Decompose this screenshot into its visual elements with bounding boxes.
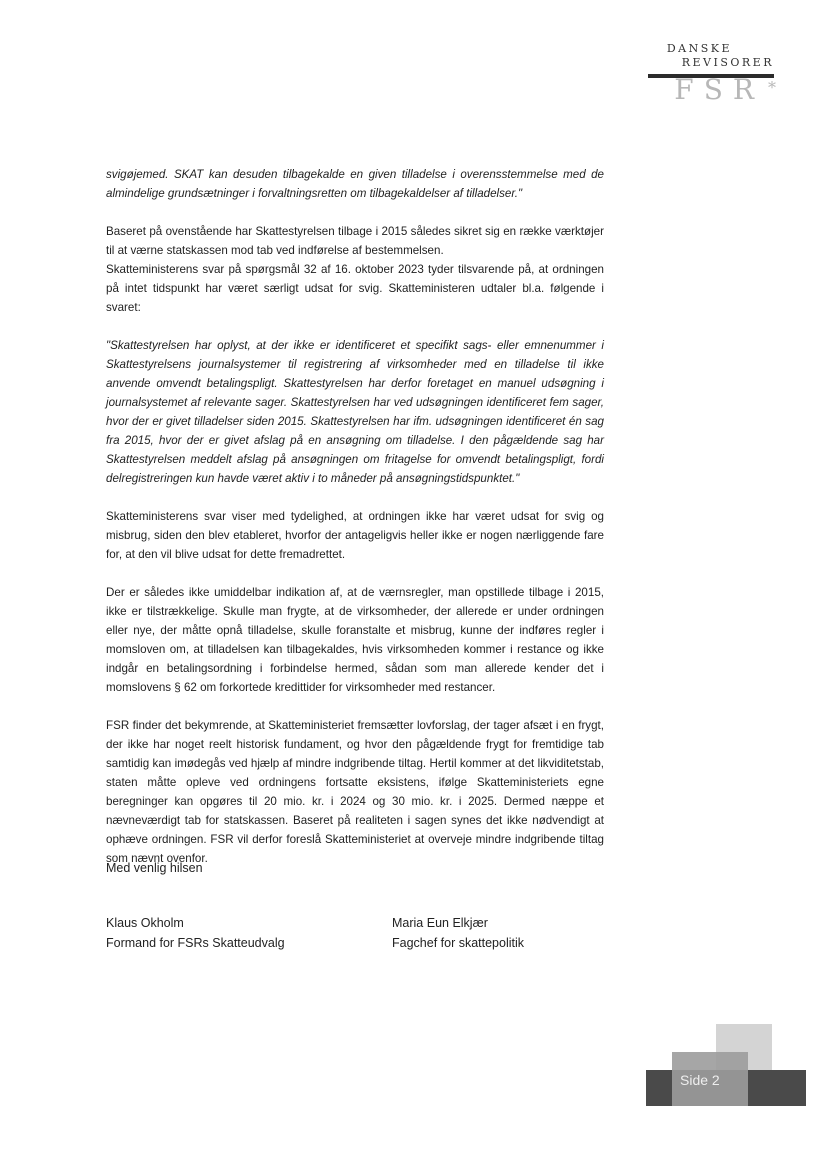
logo-fsr-mark: FSR	[674, 73, 764, 106]
page-number: Side 2	[680, 1072, 720, 1088]
logo-text-revisorer: REVISORER	[681, 56, 774, 69]
closing-greeting: Med venlig hilsen	[106, 861, 203, 875]
paragraph-1: svigøjemed. SKAT kan desuden tilbagekalde en given tilladelse i overensstemmelse med de almindelige grundsætninger i forvaltningsretten om tilbagekaldelser af tilladelser."	[106, 168, 604, 200]
fsr-logo	[640, 42, 780, 112]
quote-paragraph: "Skattestyrelsen har oplyst, at der ikke er identificeret et specifikt sags- eller emnenummer i Skattestyrelsens journalsystemer til registrering af virksomheder med en tilladelse til ikke anvende omvendt betalingspligt. Skattestyrelsen har derfor foretaget en manuel udsøgning i journalsystemet af relevante sager. Skattestyrelsen har ved udsøgningen identificeret fem sager, hvor der er givet tilladelser siden 2015. Skattestyrelsen har ifm. udsøgningen identificeret én sag fra 2015, hvor der er givet afslag på en ansøgning om tilladelse. I den pågældende sag har Skattestyrelsen meddelt afslag på ansøgningen om fritagelse for omvendt betalingspligt, fordi delregistreringen kun havde været aktiv i to måneder på ansøgningstidspunktet."	[106, 339, 604, 485]
signer-name: Maria Eun Elkjær	[392, 916, 488, 930]
page-number-badge	[646, 1024, 806, 1106]
paragraph-5: Skatteministerens svar viser med tydelighed, at ordningen ikke har været udsat for svig og misbrug, siden den blev etableret, hvorfor der antageligvis heller ikke er nogen nærliggende fare for, at den vil blive udsat for dette fremadrettet.	[106, 510, 604, 561]
paragraph-2: Baseret på ovenstående har Skattestyrelsen tilbage i 2015 således sikret sig en række værktøjer til at værne statskassen mod tab ved indførelse af bestemmelsen.	[106, 225, 604, 257]
paragraph-3: Skatteministerens svar på spørgsmål 32 af 16. oktober 2023 tyder tilsvarende på, at ordningen på intet tidspunkt har været særligt udsat for svig. Skatteministeren udtaler bl.a. følgende i svaret:	[106, 263, 604, 314]
signature-left	[106, 913, 285, 953]
signer-title: Formand for FSRs Skatteudvalg	[106, 936, 285, 950]
signature-right	[392, 913, 524, 953]
logo-text-danske: DANSKE	[666, 42, 732, 55]
signer-name: Klaus Okholm	[106, 916, 184, 930]
paragraph-7: FSR finder det bekymrende, at Skatteministeriet fremsætter lovforslag, der tager afsæt i en frygt, der ikke har noget reelt historisk fundament, og hvor den pågældende frygt for fremtidige tab samtidig kan imødegås ved hjælp af mindre indgribende tiltag. Hertil kommer at det likviditetstab, staten måtte opleve ved ordningens fortsatte eksistens, ifølge Skatteministeriets egne beregninger kan opgøres til 20 mio. kr. i 2024 og 30 mio. kr. i 2025. Dermed næppe et nævneværdigt tab for statskassen. Baseret på realiteten i sagen synes det ikke nødvendigt at ophæve ordningen. FSR vil derfor foreslå Skatteministeriet at overveje mindre indgribende tiltag som nævnt ovenfor.	[106, 719, 604, 865]
signer-title: Fagchef for skattepolitik	[392, 936, 525, 950]
logo-star-icon: *	[768, 78, 776, 97]
paragraph-6: Der er således ikke umiddelbar indikation af, at de værnsregler, man opstillede tilbage i 2015, ikke er tilstrækkelige. Skulle man frygte, at de virksomheder, der allerede er under ordningen eller nye, der måtte opnå tilladelse, skulle foranstalte et misbrug, kunne der indføres regler i momsloven om, at tilladelsen kan tilbagekaldes, hvis virksomheden kommer i restance og ikke indgår en betalingsordning i forbindelse hermed, sådan som man allerede kender det i momslovens § 62 om forkortede kredittider for virksomheder med restancer.	[106, 586, 604, 694]
letter-body	[106, 165, 604, 887]
